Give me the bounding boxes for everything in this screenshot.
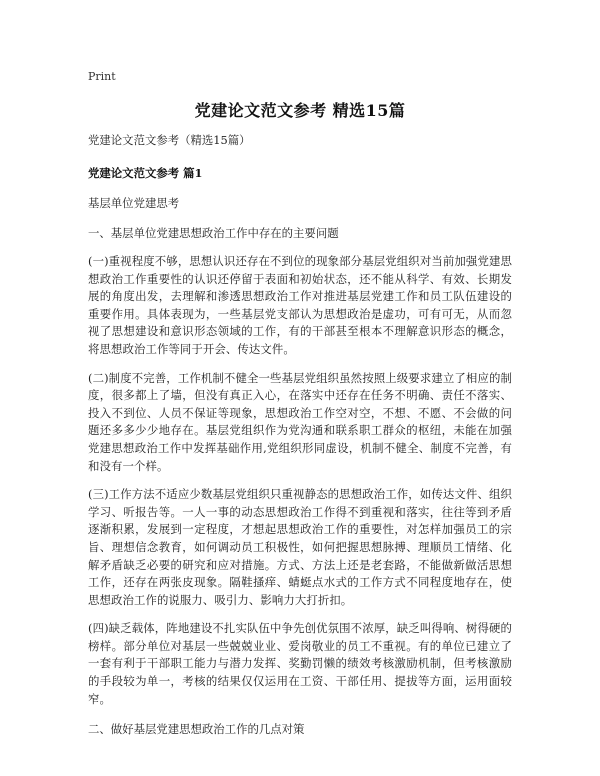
paragraph-2: (二)制度不完善，工作机制不健全一些基层党组织虽然按照上级要求建立了相应的制度，很多都上了墙，但没有真正入心，在落实中还存在任务不明确、责任不落实、投入不到位、人员不保证等现象，思想政治工作空对空，不想、不愿、不会做的问题还多多少少地存在。基层党组织作为党沟通和联系职工群众的枢纽，未能在加强党建思想政治工作中发挥基础作用,党组织形同虚设，机制不健全、制度不完善，有和没有一个样。 — [88, 370, 512, 473]
document-title: 党建论文范文参考 精选15篇 — [194, 101, 406, 120]
print-label[interactable]: Print — [88, 70, 116, 83]
paragraph-1: (一)重视程度不够，思想认识还存在不到位的现象部分基层党组织对当前加强党建思想政治工作重要性的认识还停留于表面和初始状态，还不能从科学、有效、长期发展的角度出发，去理解和渗透思想政治工作对推进基层党建工作和员工队伍建设的重要作用。具体表现为，一些基层党支部认为思想政治是虚功，可有可无，从而忽视了思想建设和意识形态领域的工作，有的干部甚至根本不理解意识形态的概念，将思想政治工作等同于开会、传达文件。 — [88, 254, 512, 356]
paragraph-3: (三)工作方法不适应少数基层党组织只重视静态的思想政治工作，如传达文件、组织学习、听报告等。一人一事的动态思想政治工作得不到重视和落实，往往等到矛盾逐渐积累，发展到一定程度，才想起思想政治工作的重要性，对怎样加强员工的宗旨、理想信念教育，如何调动员工积极性，如何把握思想脉搏、理顺员工情绪、化解矛盾缺乏必要的研究和应对措施。方式、方法上还是老套路，不能做新做活思想工作，还存在两张皮现象。隔鞋搔痒、蜻蜓点水式的工作方式不同程度地存在，使思想政治工作的说服力、吸引力、影响力大打折扣。 — [88, 487, 512, 607]
section-heading: 党建论文范文参考 篇1 — [88, 166, 203, 180]
topic-line: 基层单位党建思考 — [88, 196, 180, 210]
document-body — [88, 130, 512, 739]
heading-problems: 一、基层单位党建思想政治工作中存在的主要问题 — [88, 226, 339, 240]
heading-countermeasures: 二、做好基层党建思想政治工作的几点对策 — [88, 722, 305, 737]
paragraph-4: (四)缺乏载体，阵地建设不扎实队伍中争先创优氛围不浓厚，缺乏叫得响、树得硬的榜样。部分单位对基层一些兢兢业业、爱岗敬业的员工不重视。有的单位已建立了一套有利于干部职工能力与潜力发挥、奖勤罚懒的绩效考核激励机制，但考核激励的手段较为单一，考核的结果仅仅运用在工资、干部任用、提拔等方面，运用面较窄。 — [88, 621, 512, 706]
document-subtitle: 党建论文范文参考（精选15篇） — [88, 133, 251, 147]
